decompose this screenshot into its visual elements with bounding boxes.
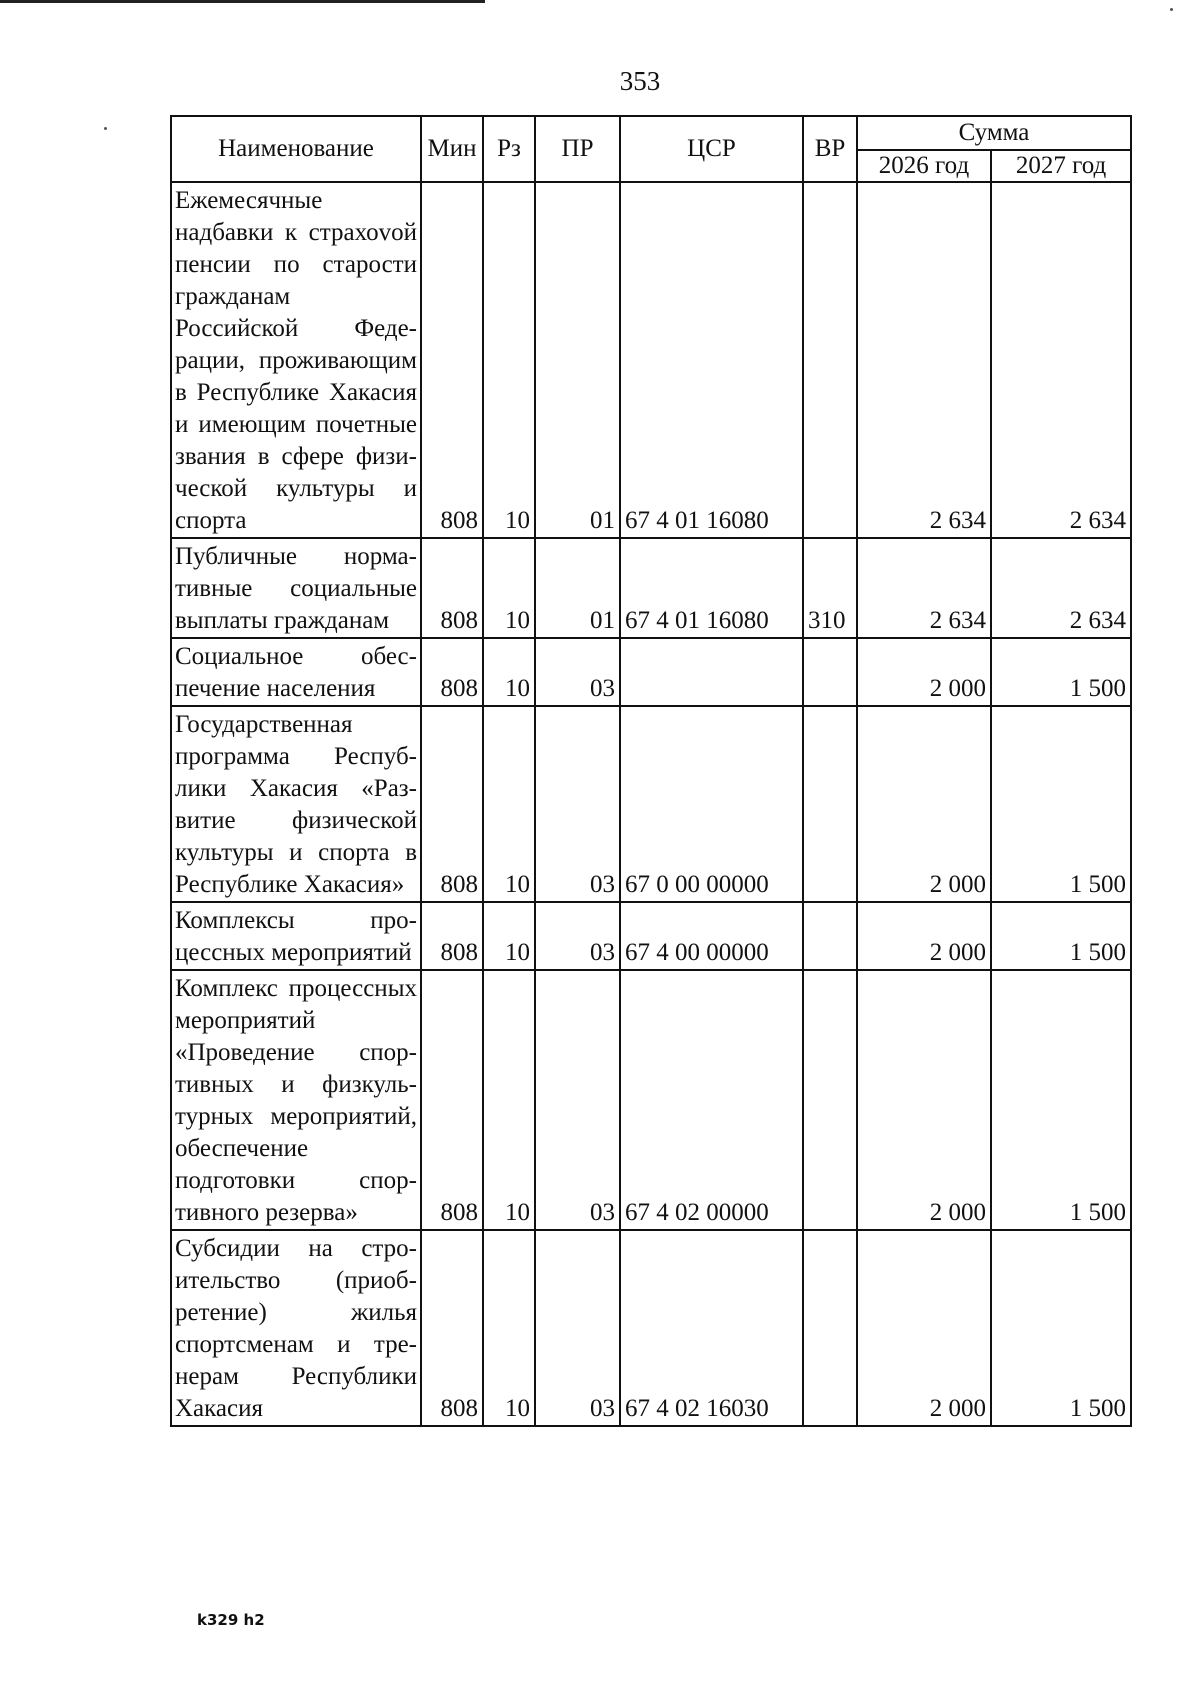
row-pr: 01 [535, 538, 620, 638]
row-rz: 10 [483, 706, 535, 902]
row-min: 808 [421, 1230, 483, 1426]
table-row [171, 182, 1131, 538]
row-name: Социальное обеспечение населения [171, 638, 421, 706]
row-vr [803, 706, 857, 902]
row-pr: 03 [535, 902, 620, 970]
header-pr: ПР [535, 116, 620, 182]
table-row [171, 1230, 1131, 1426]
row-amount-2027: 1 500 [991, 706, 1131, 902]
row-vr [803, 1230, 857, 1426]
row-amount-2026: 2 000 [857, 638, 991, 706]
header-min: Мин [421, 116, 483, 182]
row-amount-2026: 2 000 [857, 706, 991, 902]
table-row [171, 970, 1131, 1230]
row-rz: 10 [483, 970, 535, 1230]
row-vr: 310 [803, 538, 857, 638]
row-min: 808 [421, 638, 483, 706]
row-pr: 03 [535, 706, 620, 902]
row-amount-2026: 2 000 [857, 1230, 991, 1426]
row-vr [803, 638, 857, 706]
row-amount-2027: 2 634 [991, 538, 1131, 638]
row-name: Ежемесячные надбавки к страхоvой пенсии по старости гражданам Российской Федерации, проживающим в Республике Хакасия и имеющим почетные звания в сфере физической культуры и спорта [171, 182, 421, 538]
table-row [171, 706, 1131, 902]
row-min: 808 [421, 538, 483, 638]
row-amount-2027: 1 500 [991, 638, 1131, 706]
row-csr: 67 4 01 16080 [620, 538, 803, 638]
row-amount-2026: 2 634 [857, 538, 991, 638]
header-year-2027: 2027 год [991, 150, 1131, 182]
budget-table [170, 115, 1132, 1427]
scan-speck [104, 127, 107, 130]
header-year-2026: 2026 год [857, 150, 991, 182]
page-number: 353 [619, 66, 661, 96]
row-csr: 67 4 01 16080 [620, 182, 803, 538]
row-amount-2027: 1 500 [991, 1230, 1131, 1426]
row-min: 808 [421, 902, 483, 970]
row-csr: 67 4 00 00000 [620, 902, 803, 970]
row-name: Публичные нормативные социальные выплаты гражданам [171, 538, 421, 638]
row-vr [803, 182, 857, 538]
header-vr: ВР [803, 116, 857, 182]
row-rz: 10 [483, 182, 535, 538]
row-pr: 03 [535, 638, 620, 706]
table-row [171, 538, 1131, 638]
scan-speck [1170, 8, 1173, 11]
table-row [171, 902, 1131, 970]
row-amount-2027: 1 500 [991, 970, 1131, 1230]
row-vr [803, 970, 857, 1230]
row-amount-2026: 2 000 [857, 970, 991, 1230]
top-edge-rule [0, 0, 485, 3]
row-vr [803, 902, 857, 970]
row-pr: 03 [535, 970, 620, 1230]
row-min: 808 [421, 706, 483, 902]
row-amount-2026: 2 634 [857, 182, 991, 538]
header-name: Наименование [171, 116, 421, 182]
row-csr: 67 4 02 00000 [620, 970, 803, 1230]
row-amount-2026: 2 000 [857, 902, 991, 970]
row-rz: 10 [483, 638, 535, 706]
row-rz: 10 [483, 538, 535, 638]
row-rz: 10 [483, 902, 535, 970]
row-pr: 03 [535, 1230, 620, 1426]
table-row [171, 638, 1131, 706]
row-min: 808 [421, 182, 483, 538]
row-name: Субсидии на строительство (приобретение) жилья спортсменам и тренерам Республики Хакасия [171, 1230, 421, 1426]
header-sum: Сумма [857, 116, 1131, 150]
row-amount-2027: 2 634 [991, 182, 1131, 538]
footer-code: k329 h2 [197, 1611, 265, 1629]
row-rz: 10 [483, 1230, 535, 1426]
row-csr [620, 638, 803, 706]
row-csr: 67 4 02 16030 [620, 1230, 803, 1426]
header-rz: Рз [483, 116, 535, 182]
header-csr: ЦСР [620, 116, 803, 182]
row-amount-2027: 1 500 [991, 902, 1131, 970]
row-name: Комплексы процессных мероприятий [171, 902, 421, 970]
row-pr: 01 [535, 182, 620, 538]
row-name: Государственная программа Республики Хакасия «Развитие физической культуры и спорта в Республике Хакасия» [171, 706, 421, 902]
row-csr: 67 0 00 00000 [620, 706, 803, 902]
row-name: Комплекс процессных мероприятий «Проведение спортивных и физкультурных мероприятий, обеспечение подготовки спортивного резерва» [171, 970, 421, 1230]
row-min: 808 [421, 970, 483, 1230]
